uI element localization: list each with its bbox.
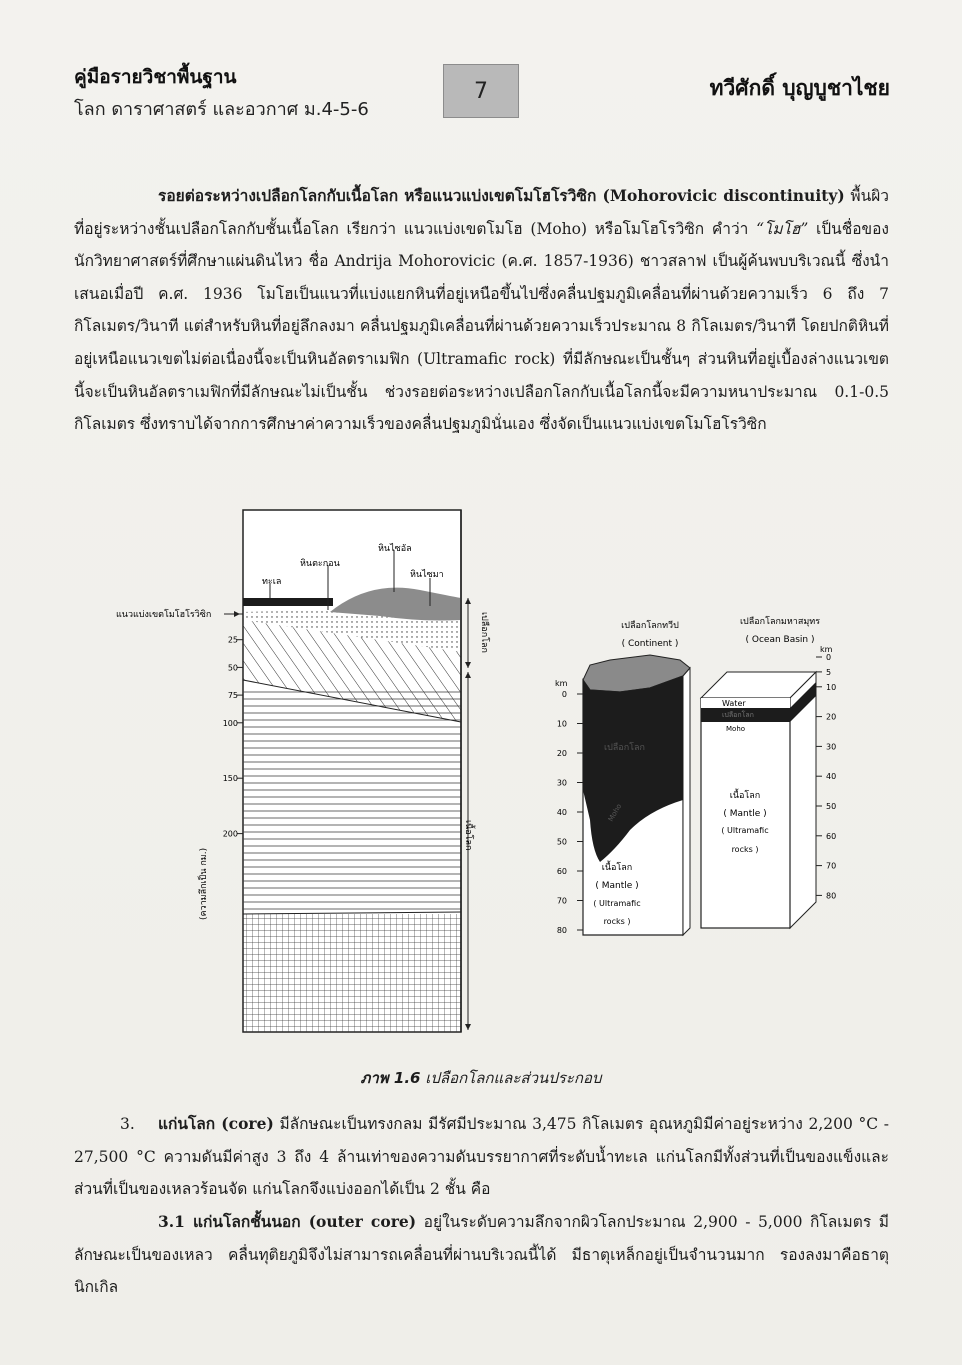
left-depth-tick-label: 50 <box>227 663 238 673</box>
ocean-title-en: ( Ocean Basin ) <box>745 635 815 645</box>
left-depth-tick-label: 100 <box>222 718 238 728</box>
author-name: ทวีศักดิ์ บุญบูชาไชย <box>709 76 890 100</box>
outer-core-heading: 3.1 แก่นโลกชั้นนอก (outer core) <box>158 1212 417 1231</box>
label-sima: หินไซมา <box>410 570 444 580</box>
caption-text: เปลือกโลกและส่วนประกอบ <box>420 1069 602 1087</box>
continent-depth-tick-label: 70 <box>556 896 567 906</box>
ocean-crust-label: เปลือกโลก <box>722 711 754 719</box>
label-sea: ทะเล <box>262 577 282 587</box>
label-crust: เปลือกโลก <box>479 612 489 653</box>
continent-title: เปลือกโลกทวีป <box>621 621 679 631</box>
left-depth-ticks <box>223 636 243 839</box>
caption-label: ภาพ 1.6 <box>360 1069 421 1087</box>
continent-depth-tick-label: 50 <box>556 837 567 847</box>
continent-km-label: km <box>555 679 568 688</box>
ocean-depth-tick-label: 0 <box>826 653 832 662</box>
continent-depth-tick-label: 40 <box>556 808 567 817</box>
continent-depth-ticks <box>557 690 583 935</box>
ocean-depth-tick-label: 80 <box>826 891 837 901</box>
continent-depth-tick-label: 20 <box>556 749 567 758</box>
continent-crust-label: เปลือกโลก <box>604 743 645 753</box>
continent-depth-tick-label: 10 <box>556 719 567 729</box>
book-title: คู่มือรายวิชาพื้นฐาน <box>74 66 237 88</box>
left-depth-tick-label: 200 <box>222 829 238 839</box>
ocean-mantle-label: เนื้อโลก <box>729 791 761 801</box>
ocean-depth-tick-label: 30 <box>826 742 837 752</box>
ocean-rock-line1: ( Ultramafic <box>721 826 769 835</box>
core-heading: แก่นโลก (core) <box>158 1114 274 1133</box>
label-sial: หินไซอัล <box>378 544 412 554</box>
continent-mantle-label: เนื้อโลก <box>601 863 633 873</box>
figure-caption <box>0 1066 962 1090</box>
moho-italic-term: “โมโฮ” <box>756 219 809 238</box>
ocean-depth-tick-label: 5 <box>826 667 832 677</box>
ocean-mantle-en: ( Mantle ) <box>723 809 767 819</box>
ocean-km-label: km <box>820 645 833 654</box>
left-depth-tick-label: 150 <box>222 774 238 784</box>
ocean-water-label: Water <box>722 699 746 708</box>
ocean-block-diagram <box>701 616 836 928</box>
continent-rock-line2: rocks ) <box>603 917 631 926</box>
page-number: 7 <box>474 78 488 104</box>
continent-depth-tick-label: 0 <box>561 690 567 699</box>
sea-layer <box>243 598 333 606</box>
book-subtitle: โลก ดาราศาสตร์ และอวกาศ ม.4-5-6 <box>74 99 369 120</box>
ocean-title: เปลือกโลกมหาสมุทร <box>739 617 821 627</box>
core-item-number: 3. <box>120 1115 135 1133</box>
cross-section-diagram <box>116 510 490 1032</box>
outer-core-text: อยู่ในระดับความลึกจากผิวโลกประมาณ 2,900 - 5,000 กิโลเมตร มีลักษณะเป็นของเหลว คลื่นทุติยภูมิจึงไม่สามารถเคลื่อนที่ผ่านบริเวณนี้ได้ มีธาตุเหล็กอยู่เป็นจำนวนมาก รองลงมาคือธาตุนิกเกิล <box>74 1213 889 1297</box>
continent-block-diagram <box>555 620 690 935</box>
ocean-depth-tick-label: 70 <box>826 861 837 871</box>
moho-text-b: เป็นชื่อของนักวิทยาศาสตร์ที่ศึกษาแผ่นดินไหว ชื่อ Andrija Mohorovicic (ค.ศ. 1857-1936) ชาวสลาฟ เป็นผู้ค้นพบบริเวณนี้ ซึ่งนำเสนอเมื่อปี ค.ศ. 1936 โมโฮเป็นแนวที่แบ่งแยกหินที่อยู่เหนือขึ้นไปซึ่งคลื่นปฐมภูมิเคลื่อนที่ผ่านด้วยความเร็ว 6 ถึง 7 กิโลเมตร/วินาที แต่สำหรับหินที่อยู่ลึกลงมา คลื่นปฐมภูมิเคลื่อนที่ผ่านด้วยความเร็วประมาณ 8 กิโลเมตร/วินาที โดยปกติหินที่อยู่เหนือแนวเขตไม่ต่อเนื่องนี้จะเป็นหินอัลตราเมฟิก (Ultramafic rock) ที่มีลักษณะเป็นชั้นๆ ส่วนหินที่อยู่เบื้องล่างแนวเขตนี้จะเป็นหินอัลตราเมฟิกที่มีลักษณะไม่เป็นชั้น ช่วงรอยต่อระหว่างเปลือกโลกกับเนื้อโลกนี้จะมีความหนาประมาณ 0.1-0.5 กิโลเมตร ซึ่งทราบได้จากการศึกษาค่าความเร็วของคลื่นปฐมภูมินั่นเอง ซึ่งจัดเป็นแนวแบ่งเขตโมโฮโรวิซิก <box>74 219 890 434</box>
ocean-depth-ticks <box>816 653 836 900</box>
outer-core-paragraph <box>74 1206 889 1304</box>
ocean-depth-tick-label: 40 <box>826 772 837 782</box>
core-text: มีลักษณะเป็นทรงกลม มีรัศมีประมาณ 3,475 กิโลเมตร อุณหภูมิมีค่าอยู่ระหว่าง 2,200 °C - 27,500 °C ความดันมีค่าสูง 3 ถึง 4 ล้านเท่าของความดันบรรยากาศที่ระดับน้ำทะเล แก่นโลกมีทั้งส่วนที่เป็นของแข็งและส่วนที่เป็นของเหลวร้อนจัด แก่นโลกจึงแบ่งออกได้เป็น 2 ชั้น คือ <box>74 1115 889 1199</box>
ocean-depth-tick-label: 60 <box>826 831 837 841</box>
label-sediment: หินตะกอน <box>300 559 340 569</box>
continent-title-en: ( Continent ) <box>621 639 679 649</box>
mantle-layer <box>243 688 461 914</box>
continent-rock-line1: ( Ultramafic <box>593 899 641 908</box>
label-mantle: เนื้อโลก <box>463 820 473 851</box>
core-paragraph <box>74 1108 889 1206</box>
continent-mantle-en: ( Mantle ) <box>595 881 639 891</box>
label-moho: แนวแบ่งเขตโมโฮโรวิซิก <box>116 610 212 620</box>
left-depth-tick-label: 25 <box>227 635 238 645</box>
continent-depth-tick-label: 60 <box>556 867 567 876</box>
moho-heading: รอยต่อระหว่างเปลือกโลกกับเนื้อโลก หรือแนวแบ่งเขตโมโฮโรวิซิก (Mohorovicic discontinuity) <box>158 186 845 205</box>
core-layer <box>243 914 461 1032</box>
moho-text-a: พื้นผิวที่อยู่ระหว่างชั้นเปลือกโลกกับชั้นเนื้อโลก เรียกว่า แนวแบ่งเขตโมโฮ (Moho) หรือโมโฮโรวิซิก คำว่า <box>74 187 889 238</box>
continent-moho-label: Moho <box>606 802 624 823</box>
depth-axis-label: (ความลึกเป็น กม.) <box>199 847 209 920</box>
ocean-depth-tick-label: 20 <box>826 712 837 722</box>
continent-depth-tick-label: 80 <box>556 926 567 935</box>
ocean-depth-tick-label: 10 <box>826 682 837 692</box>
left-depth-tick-label: 75 <box>227 691 238 701</box>
continent-depth-tick-label: 30 <box>556 778 567 788</box>
ocean-rock-line2: rocks ) <box>731 845 759 854</box>
ocean-moho-label: Moho <box>726 725 746 733</box>
ocean-depth-tick-label: 50 <box>826 802 837 811</box>
